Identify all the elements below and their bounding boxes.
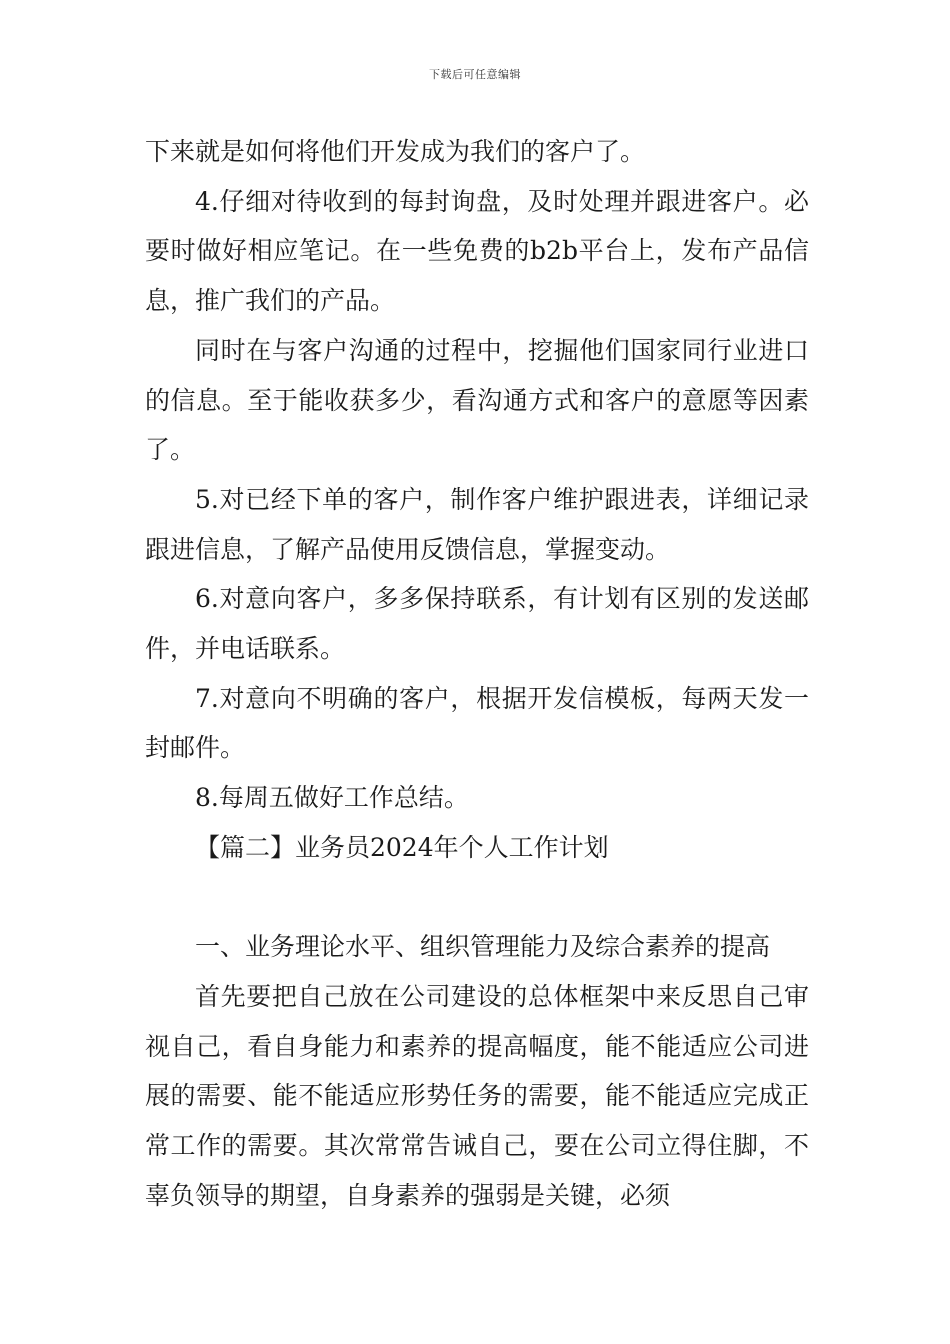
subsection-heading: 一、业务理论水平、组织管理能力及综合素养的提高	[195, 932, 771, 962]
document-body	[145, 127, 809, 1220]
paragraph-item-7: 7.对意向不明确的客户，根据开发信模板，每两天发一封邮件。	[145, 683, 809, 763]
paragraph-item-5: 5.对已经下单的客户，制作客户维护跟进表，详细记录跟进信息，了解产品使用反馈信息，掌握变动。	[145, 484, 809, 564]
paragraph-continuation: 下来就是如何将他们开发成为我们的客户了。	[145, 137, 646, 166]
paragraph-communication: 同时在与客户沟通的过程中，挖掘他们国家同行业进口的信息。至于能收获多少，看沟通方式和客户的意愿等因素了。	[145, 335, 809, 465]
paragraph-item-8: 8.每周五做好工作总结。	[195, 783, 469, 813]
section-heading: 【篇二】业务员2024年个人工作计划	[195, 832, 609, 862]
paragraph-self-review: 首先要把自己放在公司建设的总体框架中来反思自己审视自己，看自身能力和素养的提高幅度，能不能适应公司进展的需要、能不能适应形势任务的需要，能不能适应完成正常工作的需要。其次常常告诫自己，要在公司立得住脚，不辜负领导的期望，自身素养的强弱是关键，必须	[145, 981, 809, 1210]
page-header: 下载后可任意编辑	[429, 68, 521, 81]
paragraph-item-4: 4.仔细对待收到的每封询盘，及时处理并跟进客户。必要时做好相应笔记。在一些免费的b2b平台上，发布产品信息，推广我们的产品。	[145, 186, 809, 316]
paragraph-item-6: 6.对意向客户，多多保持联系，有计划有区别的发送邮件，并电话联系。	[145, 584, 809, 664]
blank-line	[145, 873, 809, 923]
